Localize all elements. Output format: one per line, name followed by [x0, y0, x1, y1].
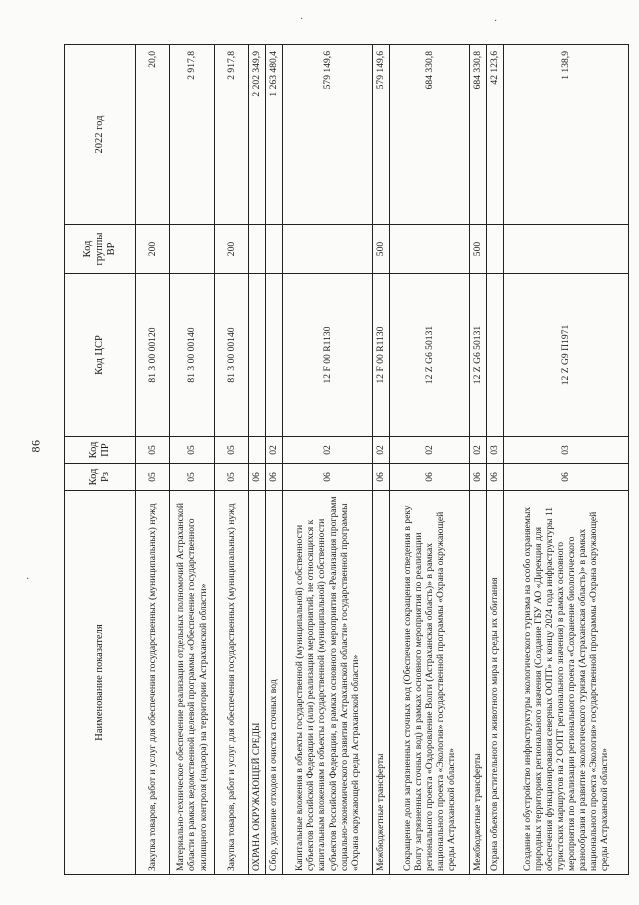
row-csr [487, 274, 504, 437]
row-rz: 06 [373, 464, 390, 491]
table-row [249, 45, 266, 875]
scan-speck: · [26, 574, 30, 585]
row-rz: 06 [470, 464, 487, 491]
row-csr: 12 Z G6 50131 [390, 274, 470, 437]
row-csr: 81 3 00 00140 [215, 274, 249, 437]
row-name: Межбюджетные трансферты [470, 491, 487, 875]
row-pr: 03 [487, 437, 504, 464]
row-csr: 12 F 00 R1130 [373, 274, 390, 437]
row-vr [266, 225, 283, 274]
row-amount: 42 123,6 [487, 45, 504, 225]
row-name: Закупка товаров, работ и услуг для обеспечения государственных (муниципальных) нужд [136, 491, 170, 875]
row-vr [170, 225, 215, 274]
row-rz: 06 [390, 464, 470, 491]
row-vr [487, 225, 504, 274]
header-pr: Код ПР [65, 437, 136, 464]
table-row [487, 45, 504, 875]
row-amount: 20,0 [136, 45, 170, 225]
row-csr [249, 274, 266, 437]
row-csr [266, 274, 283, 437]
row-csr: 12 Z G9 П1971 [504, 274, 629, 437]
row-vr [390, 225, 470, 274]
row-pr: 02 [470, 437, 487, 464]
header-vr: Код группы ВР [65, 225, 136, 274]
row-pr: 05 [136, 437, 170, 464]
row-vr [283, 225, 373, 274]
row-name: Сокращение доли загрязненных сточных вод (Обеспечение сокращения отведения в реку Волгу загрязненных сточных вод) в рамках основного мероприятия по реализации регионального проекта «Оздоровление Волги (Астраханская область)» в рамках национального проекта «Экология» государственной программы «Охрана окружающей среды Астраханской области» [390, 491, 470, 875]
row-name: Материально-техническое обеспечение реализации отдельных полномочий Астраханской области в рамках ведомственной целевой программы «Обеспечение государственного жилищного контроля (надзора) на территории Астраханской области» [170, 491, 215, 875]
table-row [390, 45, 470, 875]
table-row [170, 45, 215, 875]
table-row [266, 45, 283, 875]
row-vr [504, 225, 629, 274]
table-header-row [65, 45, 136, 875]
row-amount: 2 917,8 [170, 45, 215, 225]
table-row [504, 45, 629, 875]
header-year: 2022 год [65, 45, 136, 225]
row-pr [249, 437, 266, 464]
row-vr [249, 225, 266, 274]
row-vr: 200 [215, 225, 249, 274]
scan-speck: · [300, 14, 304, 25]
row-rz: 06 [283, 464, 373, 491]
page-number: 86 [28, 439, 43, 453]
row-amount: 684 330,8 [390, 45, 470, 225]
row-vr: 500 [373, 225, 390, 274]
row-amount: 579 149,6 [283, 45, 373, 225]
row-amount: 1 263 480,4 [266, 45, 283, 225]
row-name: Сбор, удаление отходов и очистка сточных вод [266, 491, 283, 875]
rotated-table-container [64, 45, 611, 875]
row-rz: 06 [504, 464, 629, 491]
row-vr: 500 [470, 225, 487, 274]
row-amount: 579 149,6 [373, 45, 390, 225]
row-csr: 81 3 00 00120 [136, 274, 170, 437]
table-row [136, 45, 170, 875]
header-rz: Код Рз [65, 464, 136, 491]
row-amount: 2 917,8 [215, 45, 249, 225]
row-name: Охрана объектов растительного и животного мира и среды их обитания [487, 491, 504, 875]
row-pr: 02 [373, 437, 390, 464]
row-vr: 200 [136, 225, 170, 274]
row-rz: 05 [136, 464, 170, 491]
row-name: Межбюджетные трансферты [373, 491, 390, 875]
budget-table [64, 44, 629, 875]
row-pr: 03 [504, 437, 629, 464]
header-name: Наименование показателя [65, 491, 136, 875]
row-amount: 684 330,8 [470, 45, 487, 225]
row-name: Закупка товаров, работ и услуг для обеспечения государственных (муниципальных) нужд [215, 491, 249, 875]
row-pr: 02 [390, 437, 470, 464]
row-rz: 06 [487, 464, 504, 491]
row-name: Создание и обустройство инфраструктуры экологического туризма на особо охраняемых природных территориях регионального значения (Создание ГБУ АО «Дирекция для обеспечения функционирования северных ООПТ» к концу 2024 года инфраструктуры 11 туристских маршрутов на 2 ООПТ регионального значения) в рамках основного мероприятия по реализации регионального проекта «Сохранение биологического разнообразия и развитие экологического туризма (Астраханская область)» в рамках национального проекта «Экология» государственной программы «Охрана окружающей среды Астраханской области» [504, 491, 629, 875]
row-rz: 06 [249, 464, 266, 491]
row-name: Капитальные вложения в объекты государственной (муниципальной) собственности субъектов Российской Федерации и (или) реализация мероприятий, не относящихся к капитальным вложениям в объекты государственной (муниципальной) собственности субъектов Российской Федерации, в рамках основного мероприятия «Реализация программ социально-экономического развития Астраханской области» государственной программы «Охрана окружающей среды Астраханской области» [283, 491, 373, 875]
table-row [373, 45, 390, 875]
row-rz: 05 [215, 464, 249, 491]
row-amount: 2 202 349,9 [249, 45, 266, 225]
header-csr: Код ЦСР [65, 274, 136, 437]
row-csr: 81 3 00 00140 [170, 274, 215, 437]
row-pr: 02 [283, 437, 373, 464]
scan-speck: · [494, 16, 498, 27]
row-rz: 06 [266, 464, 283, 491]
table-row [470, 45, 487, 875]
row-pr: 02 [266, 437, 283, 464]
row-pr: 05 [170, 437, 215, 464]
row-csr: 12 F 00 R1130 [283, 274, 373, 437]
table-row [283, 45, 373, 875]
row-amount: 1 138,9 [504, 45, 629, 225]
row-rz: 05 [170, 464, 215, 491]
row-name: ОХРАНА ОКРУЖАЮЩЕЙ СРЕДЫ [249, 491, 266, 875]
table-row [215, 45, 249, 875]
row-csr: 12 Z G6 50131 [470, 274, 487, 437]
row-pr: 05 [215, 437, 249, 464]
